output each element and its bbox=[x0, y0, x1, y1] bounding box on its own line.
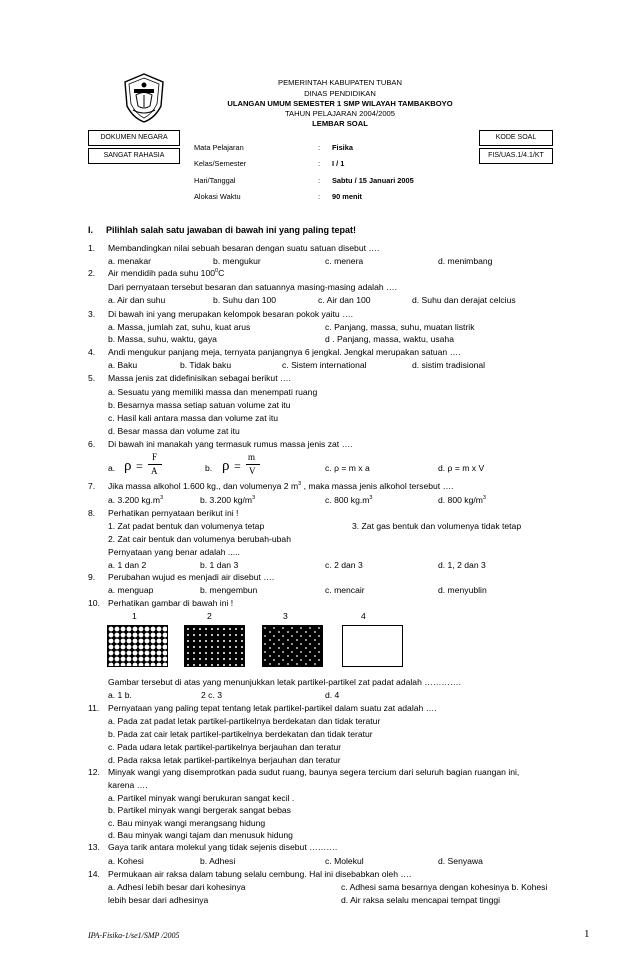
question-text: Minyak wangi yang disemprotkan pada sudut ruang, baunya segera tercium dari seluruh bagian ruangan ini, bbox=[108, 767, 520, 777]
option-a: a. Sesuatu yang memiliki massa dan menempati ruang bbox=[108, 387, 318, 397]
option-c: c. ρ = m x a bbox=[325, 463, 370, 473]
option-b: b. mengembun bbox=[200, 585, 258, 595]
header-line-4: TAHUN PELAJARAN 2004/2005 bbox=[284, 109, 396, 118]
question-text: Pernyataan yang paling tepat tentang letak partikel-partikel dalam suatu zat adalah …. bbox=[108, 703, 437, 713]
question-text-line-2: Gambar tersebut di atas yang menunjukkan letak partikel-partikel zat padat adalah …………. bbox=[108, 677, 462, 687]
kode-soal-value-box: FIS/UAS.1/4.1/KT bbox=[479, 148, 553, 164]
question-number: 5. bbox=[88, 373, 96, 383]
kode-soal-label-box: KODE SOAL bbox=[479, 130, 553, 146]
option-a: a. 1 dan 2 bbox=[108, 560, 147, 570]
question-text: Perubahan wujud es menjadi air disebut …. bbox=[108, 572, 275, 582]
option-d: d. 4 bbox=[325, 690, 340, 700]
option-a: a. Air dan suhu bbox=[108, 295, 166, 305]
option-a: a. Partikel minyak wangi berukuran sangat kecil . bbox=[108, 793, 295, 803]
option-c-b: c. Adhesi sama besarnya dengan kohesinya b. Kohesi bbox=[341, 882, 548, 892]
page-number: 1 bbox=[584, 928, 590, 940]
section-title: Pilihlah salah satu jawaban di bawah ini yang paling tepat! bbox=[106, 225, 357, 235]
option-b-label: b. bbox=[205, 463, 213, 473]
info-value: Fisika bbox=[332, 143, 353, 152]
particle-figure-1 bbox=[107, 625, 168, 667]
question-text: Membandingkan nilai sebuah besaran dengan suatu satuan disebut …. bbox=[108, 243, 380, 253]
option-d: d. Air raksa selalu mencapai tempat tinggi bbox=[341, 895, 501, 905]
particle-figure-3 bbox=[262, 625, 323, 667]
option-c: c. 800 $kg.m^3$ bbox=[325, 495, 373, 505]
option-d: d. Senyawa bbox=[438, 856, 483, 866]
option-c: c. Pada udara letak partikel-partikelnya berjauhan dan teratur bbox=[108, 742, 342, 752]
option-b: b. Tidak baku bbox=[180, 360, 232, 370]
question-number: 1. bbox=[88, 243, 96, 253]
footer-text: IPA-Fisika-1/se1/SMP /2005 bbox=[88, 931, 180, 940]
statement-3: 3. Zat gas bentuk dan volumenya tidak tetap bbox=[352, 521, 522, 531]
question-text: Massa jenis zat didefinisikan sebagai berikut …. bbox=[108, 373, 291, 383]
option-b: b. Adhesi bbox=[200, 856, 236, 866]
option-b-c: 2 c. 3 bbox=[201, 690, 223, 700]
statement-2: 2. Zat cair bentuk dan volumenya berubah-ubah bbox=[108, 534, 291, 544]
option-c: c. mencair bbox=[325, 585, 365, 595]
section-number: I. bbox=[88, 225, 94, 235]
option-d: d. 800 $kg/m^3$ bbox=[438, 495, 486, 505]
option-d: d . Panjang, massa, waktu, usaha bbox=[325, 334, 454, 344]
info-value: Sabtu / 15 Januari 2005 bbox=[332, 176, 414, 185]
formula-rho-f-over-a: ρ = F A bbox=[124, 452, 174, 480]
option-b: b. Massa, suhu, waktu, gaya bbox=[108, 334, 217, 344]
question-number: 3. bbox=[88, 309, 96, 319]
question-text: Gaya tarik antara molekul yang tidak sejenis disebut ………. bbox=[108, 842, 338, 852]
info-sep: : bbox=[318, 143, 321, 152]
particle-figure-2 bbox=[184, 625, 245, 667]
option-c: c. Air dan 100 bbox=[318, 295, 371, 305]
question-text: Di bawah ini manakah yang termasuk rumus massa jenis zat …. bbox=[108, 439, 353, 449]
option-a: a. Massa, jumlah zat, suhu, kuat arus bbox=[108, 322, 251, 332]
option-d: d. menimbang bbox=[438, 256, 493, 266]
question-number: 6. bbox=[88, 439, 96, 449]
question-number: 10. bbox=[88, 598, 100, 608]
question-text: Perhatikan pernyataan berikut ini ! bbox=[108, 508, 239, 518]
figure-label-2: 2 bbox=[207, 611, 212, 621]
question-number: 2. bbox=[88, 268, 96, 278]
option-b-cont: lebih besar dari adhesinya bbox=[108, 895, 209, 905]
question-number: 11. bbox=[88, 703, 100, 713]
option-d: d. Pada raksa letak partikel-partikelnya berjauhan dan teratur bbox=[108, 755, 341, 765]
option-d: d. 1, 2 dan 3 bbox=[438, 560, 486, 570]
option-c: c. menera bbox=[325, 256, 364, 266]
question-text: Perhatikan gambar di bawah ini ! bbox=[108, 598, 234, 608]
option-d: d. Besar massa dan volume zat itu bbox=[108, 426, 240, 436]
info-sep: : bbox=[318, 192, 321, 201]
figure-label-4: 4 bbox=[361, 611, 366, 621]
option-d: d. menyublin bbox=[438, 585, 487, 595]
question-number: 9. bbox=[88, 572, 96, 582]
info-label: Alokasi Waktu bbox=[194, 192, 241, 201]
option-d: d. Bau minyak wangi tajam dan menusuk hidung bbox=[108, 830, 293, 840]
header-line-5: LEMBAR SOAL bbox=[312, 119, 368, 128]
option-a: a. menguap bbox=[108, 585, 154, 595]
option-a: a. Adhesi lebih besar dari kohesinya bbox=[108, 882, 246, 892]
question-text-line-2: Dari pernyataan tersebut besaran dan satuannya masing-masing adalah …. bbox=[108, 282, 398, 292]
header-line-3: ULANGAN UMUM SEMESTER 1 SMP WILAYAH TAMBAKBOYO bbox=[227, 99, 453, 108]
option-d: d. sistim tradisional bbox=[412, 360, 486, 370]
option-c: c. Bau minyak wangi merangsang hidung bbox=[108, 818, 266, 828]
statement-1: 1. Zat padat bentuk dan volumenya tetap bbox=[108, 521, 265, 531]
question-number: 13. bbox=[88, 842, 100, 852]
option-c: c. Hasil kali antara massa dan volume zat itu bbox=[108, 413, 279, 423]
figure-label-1: 1 bbox=[132, 611, 137, 621]
option-a: a. 3.200 $kg.m^3$ bbox=[108, 495, 164, 505]
question-text: Andi mengukur panjang meja, ternyata panjangnya 6 jengkal. Jengkal merupakan satuan …. bbox=[108, 347, 461, 357]
option-d: d. Suhu dan derajat celcius bbox=[412, 295, 516, 305]
option-b: b. Suhu dan 100 bbox=[213, 295, 277, 305]
info-label: Mata Pelajaran bbox=[194, 143, 244, 152]
option-d: d. ρ = m x V bbox=[438, 463, 485, 473]
info-value: 90 menit bbox=[332, 192, 362, 201]
question-number: 8. bbox=[88, 508, 96, 518]
question-text: Di bawah ini yang merupakan kelompok besaran pokok yaitu …. bbox=[108, 309, 354, 319]
question-number: 7. bbox=[88, 481, 96, 491]
option-b: b. 3.200 $kg/m^3$ bbox=[200, 495, 256, 505]
option-b: b. 1 dan 3 bbox=[200, 560, 239, 570]
question-text-line-2: karena …. bbox=[108, 780, 148, 790]
option-b: b. Partikel minyak wangi bergerak sangat bebas bbox=[108, 805, 291, 815]
header-line-1: PEMERINTAH KABUPATEN TUBAN bbox=[278, 78, 402, 87]
info-label: Hari/Tanggal bbox=[194, 176, 236, 185]
dokumen-negara-box: DOKUMEN NEGARA bbox=[88, 130, 180, 146]
figure-label-3: 3 bbox=[283, 611, 288, 621]
option-a: a. menakar bbox=[108, 256, 151, 266]
header-line-2: DINAS PENDIDIKAN bbox=[304, 89, 376, 98]
info-sep: : bbox=[318, 159, 321, 168]
option-a: a. Pada zat padat letak partikel-partikelnya berdekatan dan tidak teratur bbox=[108, 716, 381, 726]
question-text: Air mendidih pada suhu $100^0C$ bbox=[108, 268, 225, 278]
option-c: c. Sistem international bbox=[282, 360, 367, 370]
option-b: b. mengukur bbox=[213, 256, 261, 266]
option-a: a. Baku bbox=[108, 360, 138, 370]
question-prompt: Pernyataan yang benar adalah ..... bbox=[108, 547, 240, 557]
question-text: Jika massa alkohol 1.600 kg., dan volumenya 2 $m^3$ , maka massa jenis alkohol tersebut …. bbox=[108, 481, 454, 491]
info-label: Kelas/Semester bbox=[194, 159, 247, 168]
sangat-rahasia-box: SANGAT RAHASIA bbox=[88, 148, 180, 164]
option-a: a. Kohesi bbox=[108, 856, 144, 866]
question-number: 14. bbox=[88, 869, 100, 879]
option-c: c. 2 dan 3 bbox=[325, 560, 363, 570]
formula-rho-m-over-v: ρ = m V bbox=[222, 452, 272, 480]
question-number: 4. bbox=[88, 347, 96, 357]
particle-figure-4 bbox=[342, 625, 403, 667]
option-c: c. Panjang, massa, suhu, muatan listrik bbox=[325, 322, 475, 332]
question-text: Permukaan air raksa dalam tabung selalu cembung. Hal ini disebabkan oleh …. bbox=[108, 869, 412, 879]
info-sep: : bbox=[318, 176, 321, 185]
option-a-b: a. 1 b. bbox=[108, 690, 132, 700]
info-value: I / 1 bbox=[332, 159, 345, 168]
option-c: c. Molekul bbox=[325, 856, 364, 866]
option-a-label: a. bbox=[108, 463, 116, 473]
option-b: b. Pada zat cair letak partikel-partikelnya berdekatan dan tidak teratur bbox=[108, 729, 373, 739]
question-number: 12. bbox=[88, 767, 100, 777]
option-b: b. Besarnya massa setiap satuan volume zat itu bbox=[108, 400, 291, 410]
